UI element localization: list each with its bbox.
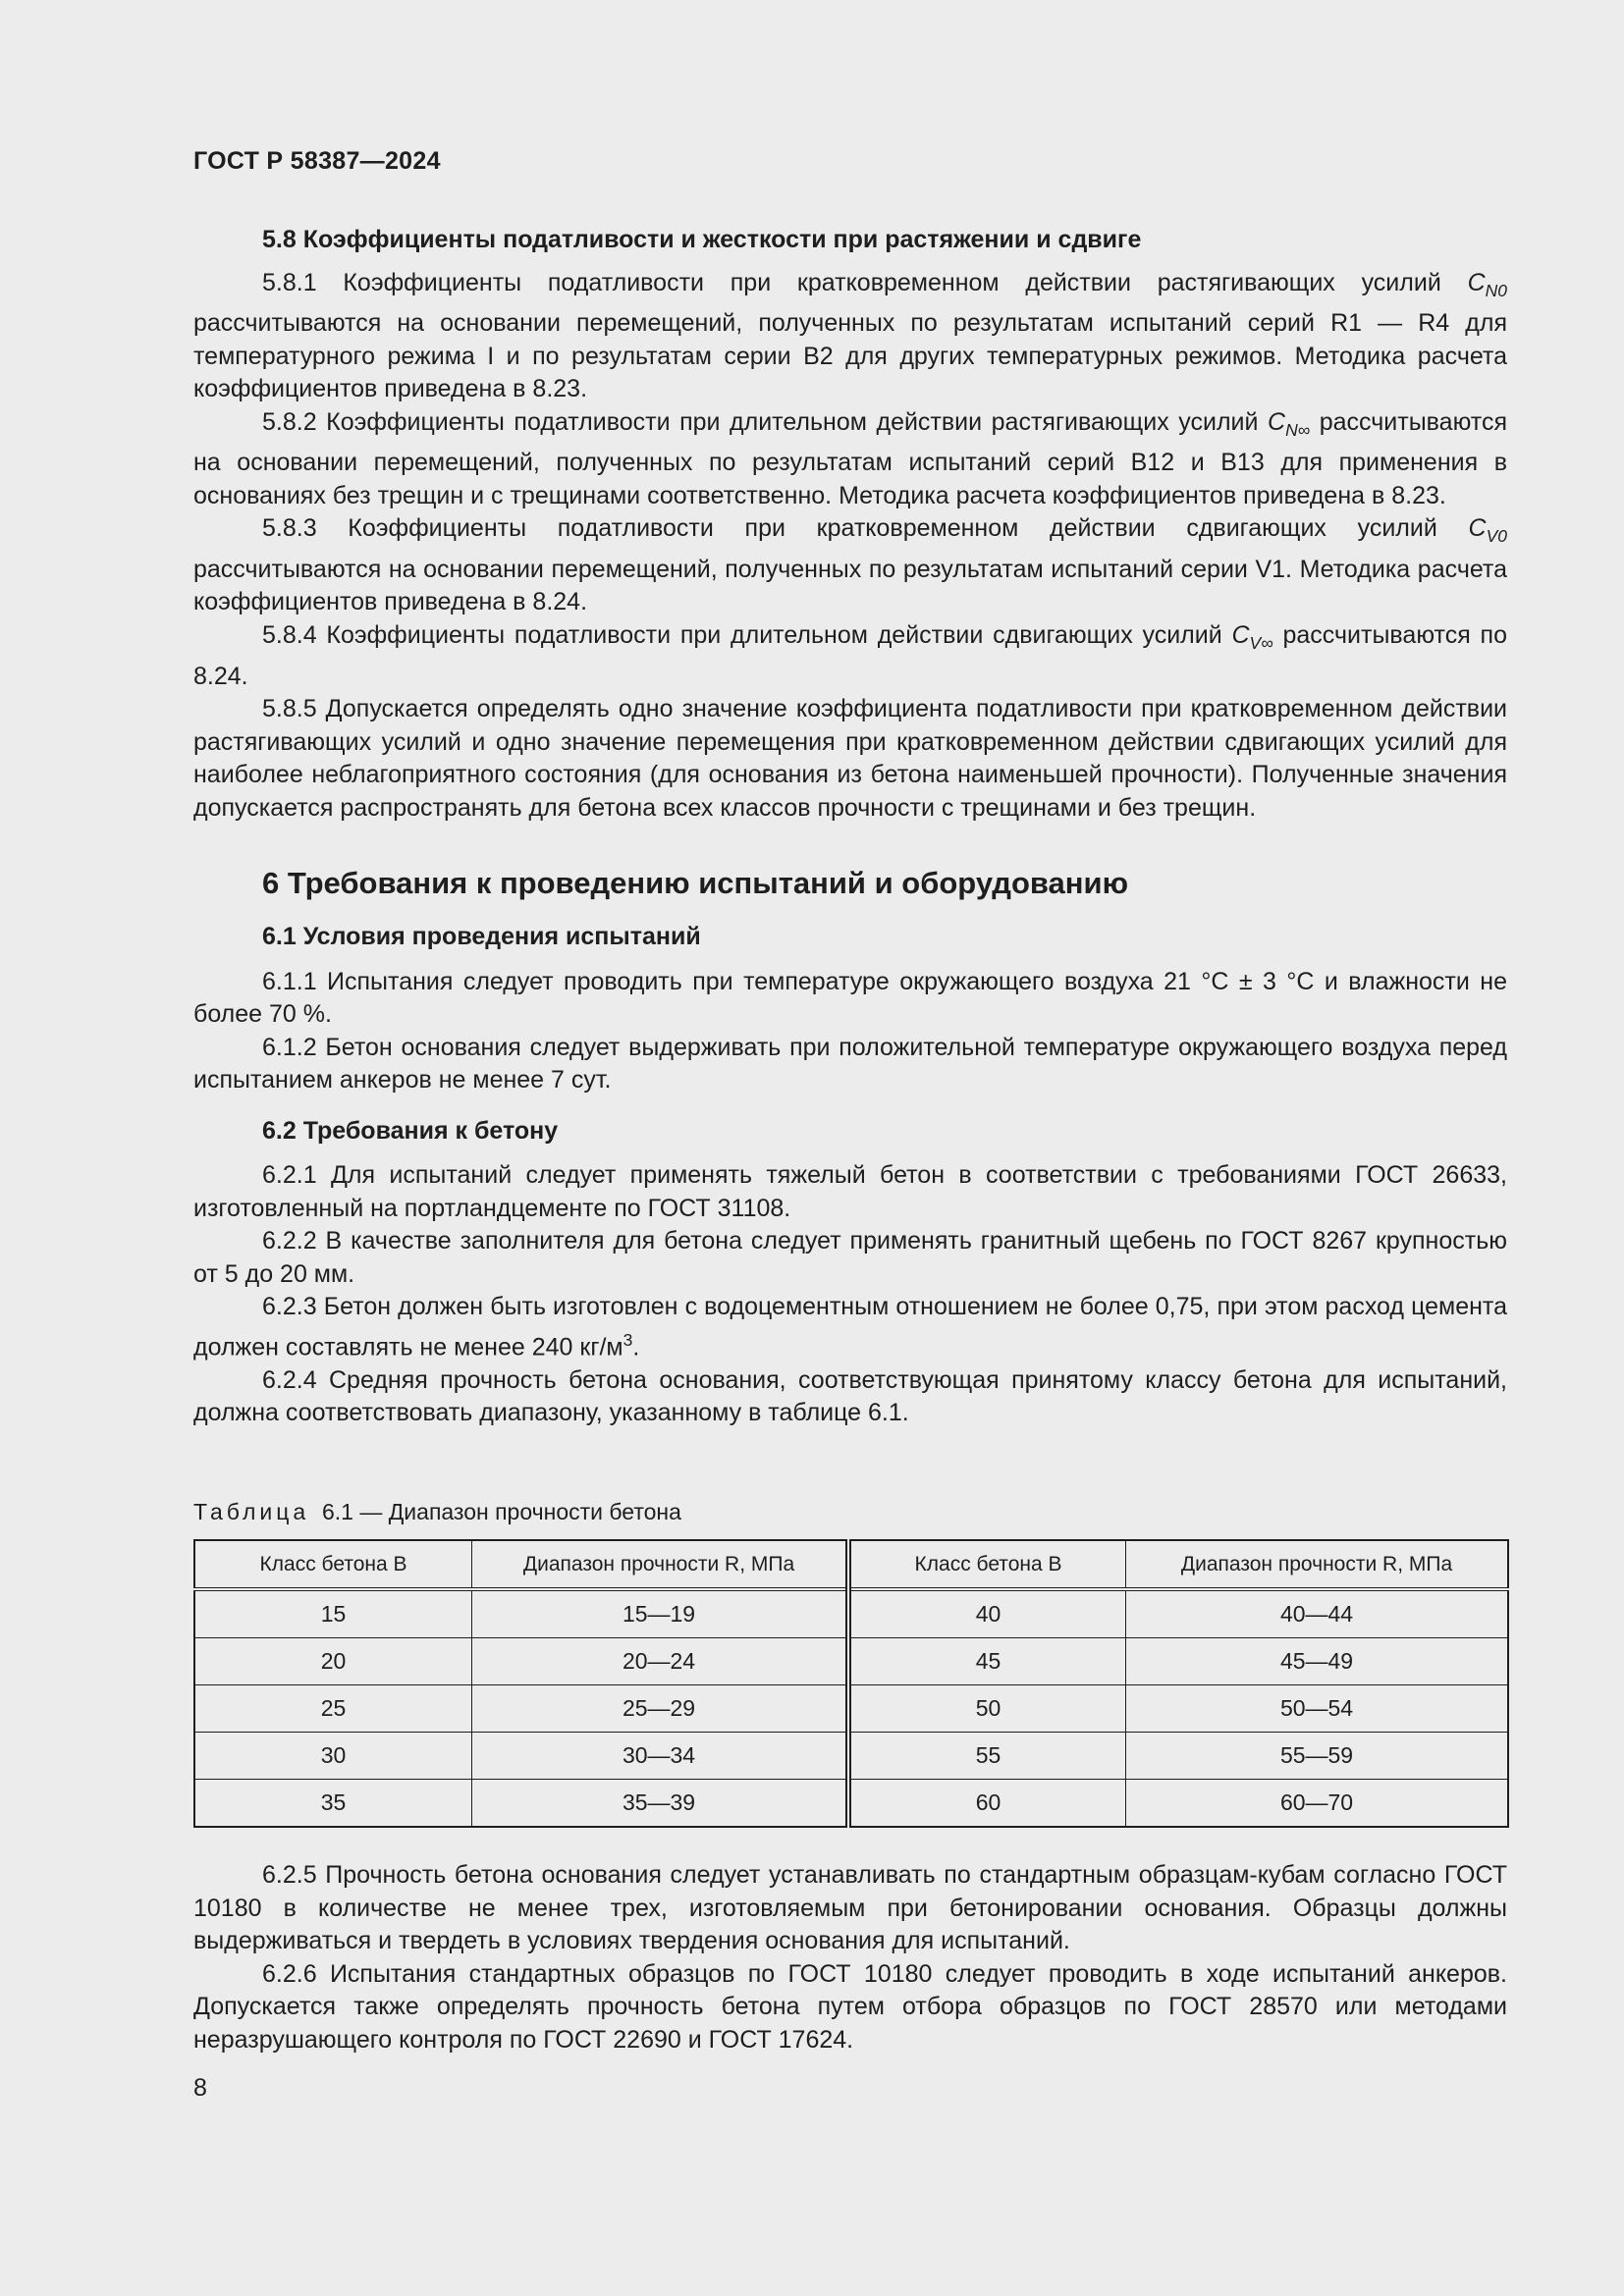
table-cell: 55—59	[1126, 1733, 1508, 1780]
section-6-2-continued	[193, 1859, 1507, 2056]
table-row	[194, 1780, 1508, 1828]
paragraph-5-8-2: 5.8.2 Коэффициенты податливости при длительном действии растягивающих усилий $C_{N\infty}$ рассчитываются на основании перемещений, полученных по результатам испытаний серий B12 и B13 для применения в основаниях без трещин и с трещинами соответственно. Методика расчета коэффициентов приведена в 8.23.	[193, 407, 1507, 509]
paragraph-6-1-2: 6.1.2 Бетон основания следует выдерживать при положительной температуре окружающего воздуха перед испытанием анкеров не менее 7 сут.	[193, 1033, 1507, 1094]
table-cell: 50	[848, 1685, 1126, 1733]
table-cell: 50—54	[1126, 1685, 1508, 1733]
table-cell: 15	[194, 1589, 472, 1638]
table-cell: 25—29	[472, 1685, 848, 1733]
table-6-1	[193, 1539, 1509, 1828]
section-5-8	[193, 224, 1507, 1430]
paragraph-5-8-4: 5.8.4 Коэффициенты податливости при длительном действии сдвигающих усилий $C_{V\infty}$ рассчитываются по 8.24.	[193, 620, 1507, 690]
table-row	[194, 1638, 1508, 1685]
table-cell: 60—70	[1126, 1780, 1508, 1828]
table-cell: 35	[194, 1780, 472, 1828]
paragraph-5-8-3: 5.8.3 Коэффициенты податливости при кратковременном действии сдвигающих усилий $C_{V0}$ рассчитываются на основании перемещений, полученных по результатам испытаний серии V1. Методика расчета коэффициентов приведена в 8.24.	[193, 514, 1507, 616]
heading-6: 6 Требования к проведению испытаний и оборудованию	[262, 866, 1129, 900]
table-cell: 15—19	[472, 1589, 848, 1638]
paragraph-6-2-5: 6.2.5 Прочность бетона основания следует устанавливать по стандартным образцам-кубам согласно ГОСТ 10180 в количестве не менее трех, изготовляемым при бетонировании основания. Образцы должны выдерживаться и твердеть в условиях твердения основания для испытаний.	[193, 1861, 1507, 1954]
table-row	[194, 1733, 1508, 1780]
heading-6-2: 6.2 Требования к бетону	[262, 1116, 559, 1145]
paragraph-6-1-1: 6.1.1 Испытания следует проводить при температуре окружающего воздуха 21 °C ± 3 °C и влажности не более 70 %.	[193, 967, 1507, 1028]
table-cell: 35—39	[472, 1780, 848, 1828]
table-cell: 30	[194, 1733, 472, 1780]
heading-5-8: 5.8 Коэффициенты податливости и жесткости при растяжении и сдвиге	[262, 226, 1142, 253]
paragraph-6-2-3: 6.2.3 Бетон должен быть изготовлен с водоцементным отношением не более 0,75, при этом расход цемента должен составлять не менее 240 $кг/м^3$.	[193, 1293, 1507, 1362]
table-cell: 20	[194, 1638, 472, 1685]
document-code: ГОСТ Р 58387—2024	[193, 147, 441, 175]
table-cell: 45	[848, 1638, 1126, 1685]
table-cell: 45—49	[1126, 1638, 1508, 1685]
page-number: 8	[193, 2074, 207, 2102]
table-header-row	[194, 1540, 1508, 1589]
table-row	[194, 1589, 1508, 1638]
table-header-cell: Диапазон прочности R, МПа	[1126, 1540, 1508, 1589]
table-row	[194, 1685, 1508, 1733]
table-caption: Таблица 6.1 — Диапазон прочности бетона	[193, 1499, 681, 1524]
paragraph-6-2-4: 6.2.4 Средняя прочность бетона основания, соответствующая принятому классу бетона для испытаний, должна соответствовать диапазону, указанному в таблице 6.1.	[193, 1365, 1507, 1427]
table-cell: 20—24	[472, 1638, 848, 1685]
table-header-cell: Диапазон прочности R, МПа	[472, 1540, 848, 1589]
paragraph-6-2-6: 6.2.6 Испытания стандартных образцов по ГОСТ 10180 следует проводить в ходе испытаний анкеров. Допускается также определять прочность бетона путем отбора образцов по ГОСТ 28570 или методами неразрушающего контроля по ГОСТ 22690 и ГОСТ 17624.	[193, 1959, 1507, 2054]
table-cell: 30—34	[472, 1733, 848, 1780]
paragraph-5-8-5: 5.8.5 Допускается определять одно значение коэффициента податливости при кратковременном действии растягивающих усилий и одно значение перемещения при кратковременном действии сдвигающих усилий для наиболее неблагоприятного состояния (для основания из бетона наименьшей прочности). Полученные значения допускается распространять для бетона всех классов прочности с трещинами и без трещин.	[193, 695, 1507, 822]
table-header-cell: Класс бетона B	[194, 1540, 472, 1589]
heading-6-1: 6.1 Условия проведения испытаний	[262, 923, 701, 950]
table-cell: 40—44	[1126, 1589, 1508, 1638]
table-cell: 25	[194, 1685, 472, 1733]
table-header-cell: Класс бетона B	[848, 1540, 1126, 1589]
table-cell: 60	[848, 1780, 1126, 1828]
table-cell: 55	[848, 1733, 1126, 1780]
paragraph-6-2-1: 6.2.1 Для испытаний следует применять тяжелый бетон в соответствии с требованиями ГОСТ 26633, изготовленный на портландцементе по ГОСТ 31108.	[193, 1161, 1507, 1222]
paragraph-5-8-1: 5.8.1 Коэффициенты податливости при кратковременном действии растягивающих усилий $C_{N0}$ рассчитываются на основании перемещений, полученных по результатам испытаний серий R1 — R4 для температурного режима I и по результатам серии B2 для других температурных режимов. Методика расчета коэффициентов приведена в 8.23.	[193, 268, 1507, 403]
paragraph-6-2-2: 6.2.2 В качестве заполнителя для бетона следует применять гранитный щебень по ГОСТ 8267 крупностью от 5 до 20 мм.	[193, 1227, 1507, 1288]
table-cell: 40	[848, 1589, 1126, 1638]
